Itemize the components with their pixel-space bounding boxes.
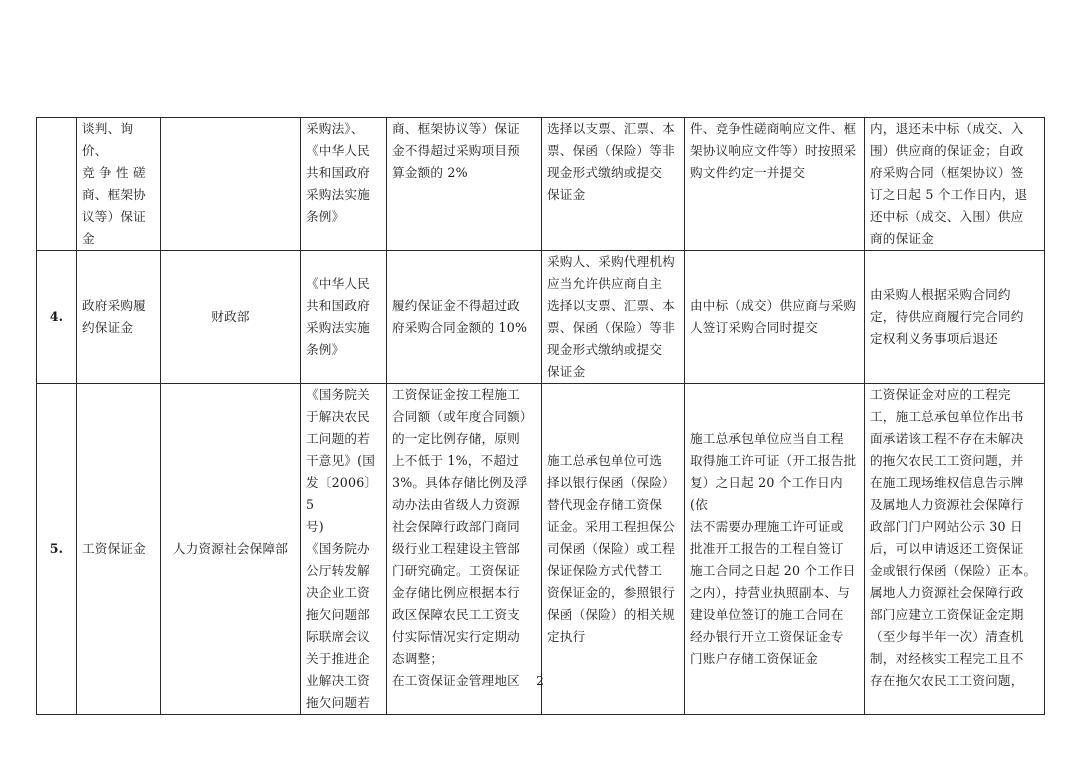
- payment-method: 施工总承包单位可选 择以银行保函（保险） 替代现金存储工资保 证金。采用工程担保公 司保函（保险）或工程 保证保险方式代替工 资保证金的，参照银行 保函（保险）的相关规 定执行: [542, 384, 685, 715]
- refund-rule: 由采购人根据采购合同约 定，待供应商履行完合同约 定权利义务事项后退还: [865, 251, 1045, 384]
- table-row: [37, 384, 1045, 715]
- payment-method: 选择以支票、汇票、本 票、保函（保险）等非 现金形式缴纳或提交 保证金: [542, 118, 685, 251]
- item-name: 政府采购履 约保证金: [77, 251, 161, 384]
- page-number: 2: [536, 674, 544, 688]
- standard: 商、框架协议等）保证 金不得超过采购项目预 算金额的 2%: [387, 118, 542, 251]
- fee-table: [36, 117, 1045, 715]
- legal-basis: 《中华人民 共和国政府 采购法实施 条例》: [301, 251, 387, 384]
- legal-basis: 《国务院关 于解决农民 工问题的若 干意见》(国 发〔2006〕5 号) 《国务院办 公厅转发解 决企业工资 拖欠问题部 际联席会议 关于推进企 业解决工资 拖欠问题若: [301, 384, 387, 715]
- standard: 工资保证金按工程施工 合同额（或年度合同额） 的一定比例存储，原则 上不低于 1%，不超过 3%。具体存储比例及浮 动办法由省级人力资源 社会保障行政部门商同 级行业工程建设主管部 门研究确定。工资保证 金存储比例应根据本行 政区保障农民工工资支 付实际情况实行定期动 态调整； 在工资保证金管理地区: [387, 384, 542, 715]
- row-number: 5.: [37, 384, 77, 715]
- row-number: 4.: [37, 251, 77, 384]
- legal-basis: 采购法》、 《中华人民 共和国政府 采购法实施 条例》: [301, 118, 387, 251]
- item-name: 工资保证金: [77, 384, 161, 715]
- table-row: [37, 118, 1045, 251]
- standard: 履约保证金不得超过政 府采购合同金额的 10%: [387, 251, 542, 384]
- table-row: [37, 251, 1045, 384]
- refund-rule: 内，退还未中标（成交、入 围）供应商的保证金；自政 府采购合同（框架协议）签 订之日起 5 个工作日内，退 还中标（成交、入围）供应 商的保证金: [865, 118, 1045, 251]
- department: 人力资源社会保障部: [161, 384, 301, 715]
- department: 财政部: [161, 251, 301, 384]
- submission-timing: 施工总承包单位应当自工程 取得施工许可证（开工报告批 复）之日起 20 个工作日内(依 法不需要办理施工许可证或 批准开工报告的工程自签订 施工合同之日起 20 个工作日 之内），持营业执照副本、与 建设单位签订的施工合同在 经办银行开立工资保证金专 门账户存储工资保证金: [685, 384, 865, 715]
- row-number: [37, 118, 77, 251]
- refund-rule: 工资保证金对应的工程完 工，施工总承包单位作出书 面承诺该工程不存在未解决 的拖欠农民工工资问题，并 在施工现场维权信息告示牌 及属地人力资源社会保障行 政部门门户网站公示 30 日 后，可以申请返还工资保证 金或银行保函（保险）正本。 属地人力资源社会保障行政 部门应建立工资保证金定期 （至少每半年一次）清查机 制，对经核实工程完工且不 存在拖欠农民工工资问题，: [865, 384, 1045, 715]
- department: [161, 118, 301, 251]
- payment-method: 采购人、采购代理机构 应当允许供应商自主 选择以支票、汇票、本 票、保函（保险）等非 现金形式缴纳或提交 保证金: [542, 251, 685, 384]
- submission-timing: 由中标（成交）供应商与采购 人签订采购合同时提交: [685, 251, 865, 384]
- item-name: 谈判、询价、 竞 争 性 磋 商、框架协 议等）保证 金: [77, 118, 161, 251]
- submission-timing: 件、竞争性磋商响应文件、框 架协议响应文件等）时按照采 购文件约定一并提交: [685, 118, 865, 251]
